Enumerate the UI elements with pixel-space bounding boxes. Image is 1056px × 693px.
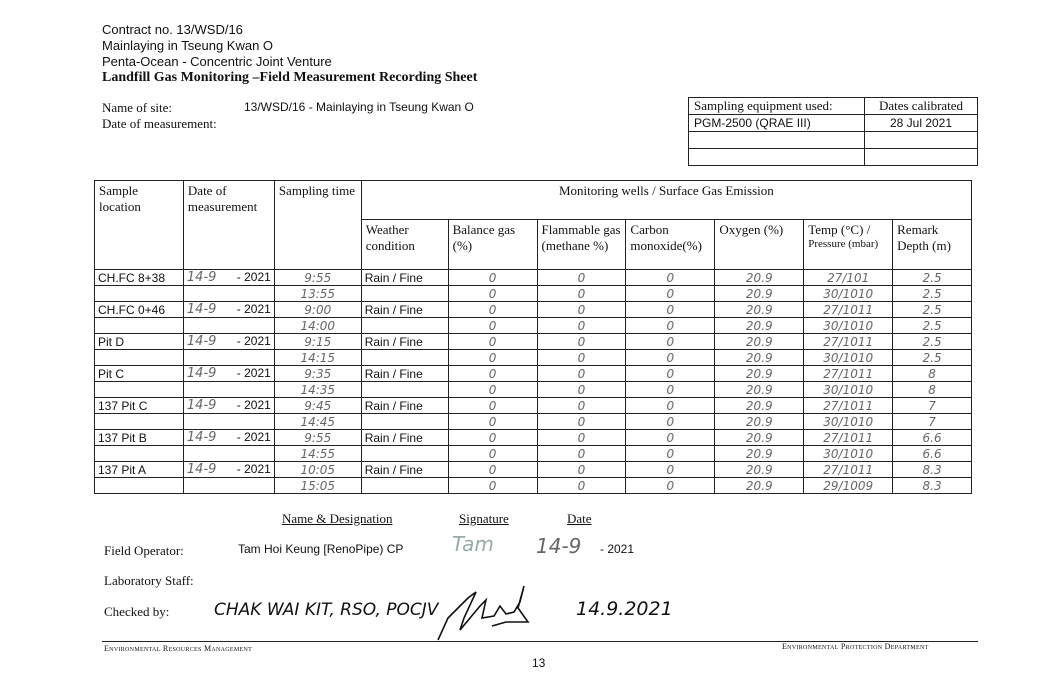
balance-gas-cell: 0 (448, 286, 537, 302)
oxygen-cell: 20.9 (715, 270, 804, 286)
temp-pressure-cell: 30/1010 (804, 414, 893, 430)
header-monitoring-group: Monitoring wells / Surface Gas Emission (361, 181, 971, 220)
carbon-monoxide-cell: 0 (626, 382, 715, 398)
sample-location-cell (95, 318, 184, 334)
sample-location-cell: 137 Pit B (95, 430, 184, 446)
sampling-time-cell: 14:45 (274, 414, 361, 430)
sampling-time-cell: 9:45 (274, 398, 361, 414)
sample-location-cell (95, 446, 184, 462)
table-row (95, 302, 972, 318)
flammable-gas-cell: 0 (537, 478, 626, 494)
field-operator-label: Field Operator: (104, 543, 184, 558)
weather-cell: Rain / Fine (361, 270, 448, 286)
depth-cell: 2.5 (893, 334, 972, 350)
flammable-gas-cell: 0 (537, 334, 626, 350)
depth-cell: 6.6 (893, 430, 972, 446)
depth-cell: 7 (893, 398, 972, 414)
oxygen-cell: 20.9 (715, 398, 804, 414)
calibrated-cell: 28 Jul 2021 (865, 115, 978, 132)
temp-pressure-cell: 30/1010 (804, 350, 893, 366)
flammable-gas-cell: 0 (537, 414, 626, 430)
sampling-time-cell: 10:05 (274, 462, 361, 478)
temp-pressure-cell: 30/1010 (804, 382, 893, 398)
page-number: 13 (532, 656, 546, 670)
sampling-time-cell: 15:05 (274, 478, 361, 494)
balance-gas-cell: 0 (448, 382, 537, 398)
oxygen-cell: 20.9 (715, 286, 804, 302)
sampling-time-cell: 9:55 (274, 430, 361, 446)
table-row (95, 446, 972, 462)
sample-location-cell: 137 Pit A (95, 462, 184, 478)
depth-cell: 2.5 (893, 286, 972, 302)
carbon-monoxide-cell: 0 (626, 446, 715, 462)
temp-pressure-cell: 30/1010 (804, 446, 893, 462)
sampling-time-cell: 9:00 (274, 302, 361, 318)
checked-by-label: Checked by: (104, 604, 170, 619)
sampling-time-cell: 14:00 (274, 318, 361, 334)
temp-pressure-cell: 27/1011 (804, 462, 893, 478)
temp-pressure-cell: 27/1011 (804, 366, 893, 382)
calibrated-cell (865, 149, 978, 166)
date-year: - 2021 (236, 462, 271, 476)
date-cell (183, 446, 274, 462)
field-operator-name: Tam Hoi Keung [RenoPipe) CP (238, 542, 404, 556)
checked-date-handwritten: 14.9.2021 (576, 598, 673, 620)
temp-pressure-cell: 27/1011 (804, 334, 893, 350)
date-year: - 2021 (236, 398, 271, 412)
balance-gas-cell: 0 (448, 414, 537, 430)
date-year: - 2021 (236, 366, 271, 380)
flammable-gas-cell: 0 (537, 286, 626, 302)
contractor-name: Penta-Ocean - Concentric Joint Venture (102, 54, 332, 69)
table-row (95, 414, 972, 430)
depth-cell: 8.3 (893, 478, 972, 494)
header-oxygen: Oxygen (%) (715, 220, 804, 270)
weather-cell (361, 286, 448, 302)
date-cell (183, 350, 274, 366)
date-of-measurement-label: Date of measurement: (102, 116, 217, 131)
flammable-gas-cell: 0 (537, 350, 626, 366)
balance-gas-cell: 0 (448, 462, 537, 478)
carbon-monoxide-cell: 0 (626, 398, 715, 414)
depth-cell: 2.5 (893, 318, 972, 334)
sampling-time-cell: 9:15 (274, 334, 361, 350)
date-handwritten: 14-9 (186, 334, 217, 349)
weather-cell (361, 446, 448, 462)
header-balance: Balance gas (%) (448, 220, 537, 270)
weather-cell (361, 478, 448, 494)
site-name-label: Name of site: (102, 100, 173, 115)
calibrated-header: Dates calibrated (865, 98, 978, 115)
sampling-time-cell: 14:55 (274, 446, 361, 462)
balance-gas-cell: 0 (448, 478, 537, 494)
table-row (95, 366, 972, 382)
date-cell (183, 302, 274, 318)
depth-cell: 7 (893, 414, 972, 430)
header-time: Sampling time (274, 181, 361, 270)
table-row (95, 398, 972, 414)
site-name-value: 13/WSD/16 - Mainlaying in Tseung Kwan O (244, 100, 474, 114)
footer-left: Environmental Resources Management (104, 644, 253, 653)
oxygen-cell: 20.9 (715, 430, 804, 446)
balance-gas-cell: 0 (448, 302, 537, 318)
balance-gas-cell: 0 (448, 318, 537, 334)
equipment-cell (689, 132, 865, 149)
depth-cell: 8.3 (893, 462, 972, 478)
header-weather: Weather condition (361, 220, 448, 270)
field-operator-date-handwritten: 14-9 (536, 534, 582, 558)
signature-heading: Signature (459, 511, 509, 526)
sampling-time-cell: 9:55 (274, 270, 361, 286)
date-year: - 2021 (236, 334, 271, 348)
flammable-gas-cell: 0 (537, 398, 626, 414)
date-handwritten: 14-9 (186, 430, 217, 445)
sample-location-cell: Pit C (95, 366, 184, 382)
balance-gas-cell: 0 (448, 366, 537, 382)
sampling-time-cell: 9:35 (274, 366, 361, 382)
sheet-title: Landfill Gas Monitoring –Field Measurement Recording Sheet (102, 70, 478, 85)
date-handwritten: 14-9 (186, 398, 217, 413)
footer-right: Environmental Protection Department (782, 642, 929, 651)
header-co: Carbon monoxide(%) (626, 220, 715, 270)
depth-cell: 2.5 (893, 270, 972, 286)
header-flammable: Flammable gas (methane %) (537, 220, 626, 270)
date-cell (183, 366, 274, 382)
depth-cell: 8 (893, 382, 972, 398)
calibrated-cell (865, 132, 978, 149)
header-date: Date of measurement (183, 181, 274, 270)
oxygen-cell: 20.9 (715, 382, 804, 398)
flammable-gas-cell: 0 (537, 430, 626, 446)
oxygen-cell: 20.9 (715, 462, 804, 478)
field-operator-year: - 2021 (600, 542, 635, 556)
date-cell (183, 334, 274, 350)
oxygen-cell: 20.9 (715, 414, 804, 430)
carbon-monoxide-cell: 0 (626, 430, 715, 446)
header-temp (804, 220, 893, 270)
equipment-header: Sampling equipment used: (689, 98, 865, 115)
balance-gas-cell: 0 (448, 446, 537, 462)
temp-pressure-cell: 27/1011 (804, 398, 893, 414)
depth-cell: 2.5 (893, 350, 972, 366)
temp-pressure-cell: 27/101 (804, 270, 893, 286)
oxygen-cell: 20.9 (715, 350, 804, 366)
equipment-table (688, 97, 978, 166)
date-handwritten: 14-9 (186, 366, 217, 381)
date-cell (183, 318, 274, 334)
checked-by-handwritten: CHAK WAI KIT, RSO, POCJV (214, 600, 439, 620)
sample-location-cell: CH.FC 0+46 (95, 302, 184, 318)
lab-staff-label: Laboratory Staff: (104, 573, 194, 588)
table-row (95, 318, 972, 334)
flammable-gas-cell: 0 (537, 318, 626, 334)
sample-location-cell (95, 350, 184, 366)
table-row (95, 334, 972, 350)
sample-location-cell (95, 478, 184, 494)
date-cell (183, 414, 274, 430)
table-row (95, 286, 972, 302)
weather-cell: Rain / Fine (361, 430, 448, 446)
date-cell (183, 478, 274, 494)
contract-number: Contract no. 13/WSD/16 (102, 22, 243, 37)
temp-pressure-cell: 27/1011 (804, 302, 893, 318)
date-cell (183, 430, 274, 446)
flammable-gas-cell: 0 (537, 382, 626, 398)
field-operator-signature: Tam (452, 532, 494, 556)
carbon-monoxide-cell: 0 (626, 334, 715, 350)
oxygen-cell: 20.9 (715, 334, 804, 350)
weather-cell (361, 382, 448, 398)
temp-pressure-cell: 30/1010 (804, 286, 893, 302)
date-handwritten: 14-9 (186, 270, 217, 285)
flammable-gas-cell: 0 (537, 302, 626, 318)
equipment-cell (689, 149, 865, 166)
weather-cell (361, 414, 448, 430)
measurement-table (94, 180, 972, 494)
weather-cell (361, 318, 448, 334)
flammable-gas-cell: 0 (537, 446, 626, 462)
flammable-gas-cell: 0 (537, 462, 626, 478)
sample-location-cell: 137 Pit C (95, 398, 184, 414)
depth-cell: 6.6 (893, 446, 972, 462)
table-row (95, 350, 972, 366)
header-sample-location: Sample location (95, 181, 184, 270)
sample-location-cell (95, 414, 184, 430)
carbon-monoxide-cell: 0 (626, 414, 715, 430)
depth-cell: 8 (893, 366, 972, 382)
date-handwritten: 14-9 (186, 302, 217, 317)
oxygen-cell: 20.9 (715, 478, 804, 494)
table-row (95, 382, 972, 398)
balance-gas-cell: 0 (448, 350, 537, 366)
date-year: - 2021 (236, 270, 271, 284)
temp-pressure-cell: 30/1010 (804, 318, 893, 334)
balance-gas-cell: 0 (448, 270, 537, 286)
date-cell (183, 286, 274, 302)
date-cell (183, 398, 274, 414)
weather-cell: Rain / Fine (361, 366, 448, 382)
temp-pressure-cell: 27/1011 (804, 430, 893, 446)
date-handwritten: 14-9 (186, 462, 217, 477)
balance-gas-cell: 0 (448, 398, 537, 414)
sampling-time-cell: 14:35 (274, 382, 361, 398)
temp-pressure-cell: 29/1009 (804, 478, 893, 494)
weather-cell: Rain / Fine (361, 398, 448, 414)
table-row (95, 478, 972, 494)
carbon-monoxide-cell: 0 (626, 366, 715, 382)
name-designation-heading: Name & Designation (282, 511, 393, 526)
carbon-monoxide-cell: 0 (626, 302, 715, 318)
weather-cell (361, 350, 448, 366)
carbon-monoxide-cell: 0 (626, 270, 715, 286)
date-cell (183, 270, 274, 286)
date-heading: Date (567, 511, 592, 526)
carbon-monoxide-cell: 0 (626, 318, 715, 334)
oxygen-cell: 20.9 (715, 302, 804, 318)
sampling-time-cell: 13:55 (274, 286, 361, 302)
sample-location-cell: CH.FC 8+38 (95, 270, 184, 286)
carbon-monoxide-cell: 0 (626, 462, 715, 478)
project-name: Mainlaying in Tseung Kwan O (102, 38, 274, 53)
carbon-monoxide-cell: 0 (626, 350, 715, 366)
flammable-gas-cell: 0 (537, 270, 626, 286)
weather-cell: Rain / Fine (361, 462, 448, 478)
header-pressure-label: Pressure (mbar) (808, 238, 879, 251)
date-cell (183, 382, 274, 398)
header-temp-label: Temp (°C) / (808, 222, 871, 238)
oxygen-cell: 20.9 (715, 366, 804, 382)
header-remark: Remark Depth (m) (893, 220, 972, 270)
depth-cell: 2.5 (893, 302, 972, 318)
oxygen-cell: 20.9 (715, 318, 804, 334)
table-row (95, 462, 972, 478)
sample-location-cell (95, 286, 184, 302)
balance-gas-cell: 0 (448, 430, 537, 446)
table-row (95, 430, 972, 446)
sampling-time-cell: 14:15 (274, 350, 361, 366)
equipment-cell: PGM-2500 (QRAE III) (689, 115, 865, 132)
oxygen-cell: 20.9 (715, 446, 804, 462)
carbon-monoxide-cell: 0 (626, 286, 715, 302)
weather-cell: Rain / Fine (361, 302, 448, 318)
checked-by-signature (420, 578, 560, 648)
flammable-gas-cell: 0 (537, 366, 626, 382)
table-row (95, 270, 972, 286)
sample-location-cell: Pit D (95, 334, 184, 350)
date-year: - 2021 (236, 430, 271, 444)
date-year: - 2021 (236, 302, 271, 316)
weather-cell: Rain / Fine (361, 334, 448, 350)
date-cell (183, 462, 274, 478)
balance-gas-cell: 0 (448, 334, 537, 350)
sample-location-cell (95, 382, 184, 398)
carbon-monoxide-cell: 0 (626, 478, 715, 494)
